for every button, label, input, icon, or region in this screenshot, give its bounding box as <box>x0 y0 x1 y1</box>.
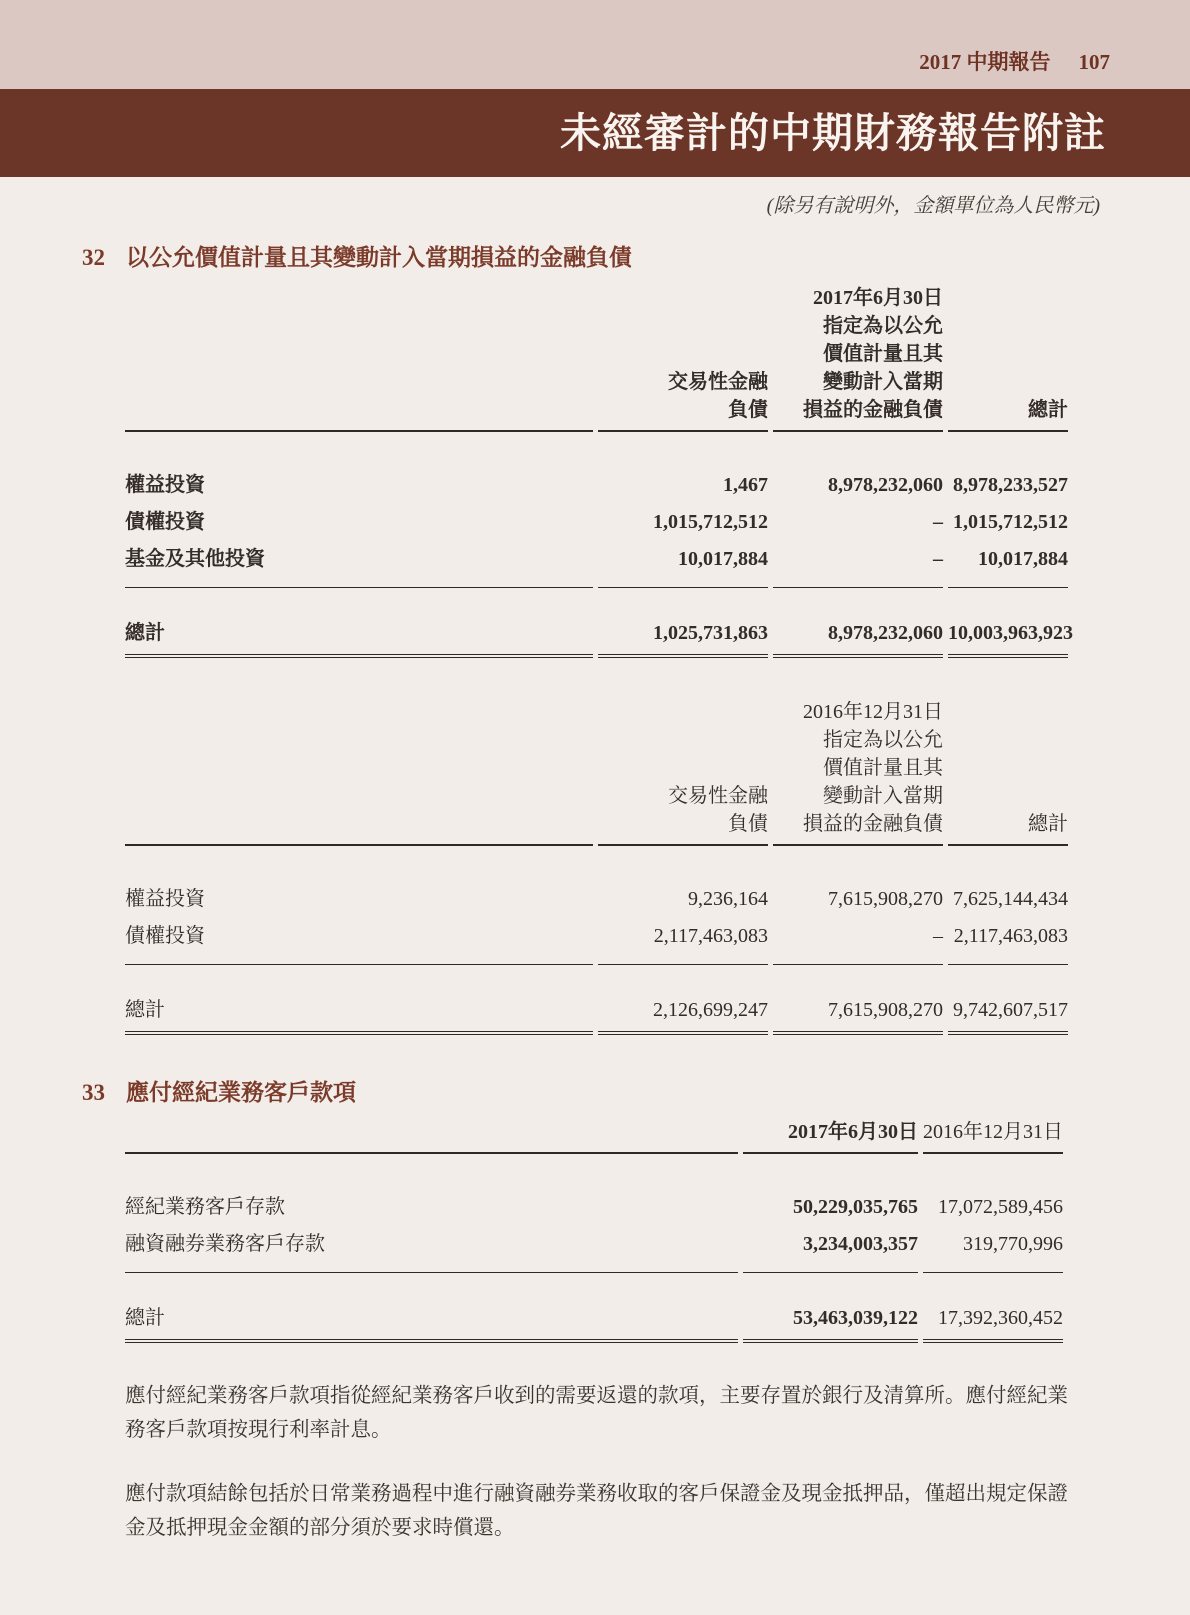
table-row <box>125 501 1068 538</box>
spacer-cell <box>948 754 1068 782</box>
cell-trading: 1,015,712,512 <box>653 510 768 533</box>
document-title: 未經審計的中期財務報告附註 <box>560 109 1106 156</box>
column-header-trading: 負債 <box>598 810 768 846</box>
row-label: 基金及其他投資 <box>125 538 593 588</box>
row-label: 債權投資 <box>125 915 593 965</box>
cell-trading: 1,025,731,863 <box>598 588 768 658</box>
table-row <box>125 538 1068 588</box>
header-line-2 <box>125 312 1068 340</box>
total-label: 總計 <box>125 1273 738 1343</box>
column-header-designated: 變動計入當期 <box>823 784 943 807</box>
cell-total: 10,003,963,923 <box>948 588 1068 658</box>
header-line-3 <box>125 340 1068 368</box>
spacer-cell <box>125 368 593 396</box>
section-32-heading <box>82 244 1190 272</box>
total-label: 總計 <box>125 588 593 658</box>
header-line-1 <box>125 284 1068 312</box>
cell-trading: 10,017,884 <box>598 538 768 588</box>
row-label: 權益投資 <box>125 473 205 496</box>
cell-2016: 319,770,996 <box>923 1223 1063 1273</box>
header-line-4 <box>125 782 1068 810</box>
spacer-cell <box>125 284 593 312</box>
cell-total: 8,978,233,527 <box>953 473 1068 496</box>
fvtpl-table-2017 <box>120 284 1073 658</box>
cell-trading: 2,117,463,083 <box>598 915 768 965</box>
cell-total: 10,017,884 <box>948 538 1068 588</box>
column-date-header: 2017年6月30日 <box>813 286 943 309</box>
cell-total: 1,015,712,512 <box>953 510 1068 533</box>
spacer-cell <box>598 726 768 754</box>
spacer-cell <box>598 698 768 726</box>
spacer-cell <box>125 810 593 846</box>
header-line-4 <box>125 368 1068 396</box>
header-line <box>125 1118 1063 1154</box>
header-line-2 <box>125 726 1068 754</box>
page-number: 107 <box>1078 50 1110 74</box>
column-header-2017: 2017年6月30日 <box>743 1118 918 1154</box>
column-header-trading: 交易性金融 <box>668 784 768 807</box>
header-line-3 <box>125 754 1068 782</box>
cell-designated: – <box>773 915 943 965</box>
spacer-cell <box>125 312 593 340</box>
column-header-designated: 價值計量且其 <box>823 342 943 365</box>
table-row <box>125 1223 1063 1273</box>
note-paragraph-1: 應付經紀業務客戶款項指從經紀業務客戶收到的需要返還的款項，主要存置於銀行及清算所。應付經紀業務客戶款項按現行利率計息。 <box>125 1385 1068 1442</box>
total-row <box>125 588 1068 658</box>
column-header-total: 總計 <box>948 810 1068 846</box>
total-label: 總計 <box>125 965 593 1035</box>
cell-2016: 17,392,360,452 <box>923 1273 1063 1343</box>
row-label: 融資融券業務客戶存款 <box>125 1223 738 1273</box>
column-header-trading: 負債 <box>598 396 768 432</box>
section-33-heading <box>82 1079 1190 1107</box>
spacer-cell <box>125 726 593 754</box>
column-header-total: 總計 <box>948 396 1068 432</box>
section-title: 以公允價值計量且其變動計入當期損益的金融負債 <box>126 245 632 270</box>
spacer-cell <box>125 396 593 432</box>
section-title: 應付經紀業務客戶款項 <box>126 1079 356 1105</box>
cell-trading: 2,126,699,247 <box>598 965 768 1035</box>
cell-trading: 1,467 <box>723 473 768 496</box>
column-header-designated: 損益的金融負債 <box>773 396 943 432</box>
cell-2016: 17,072,589,456 <box>938 1196 1063 1219</box>
spacer-cell <box>598 754 768 782</box>
cell-total: 9,742,607,517 <box>948 965 1068 1035</box>
spacer-cell <box>598 312 768 340</box>
title-banner <box>0 89 1190 177</box>
cell-designated: 7,615,908,270 <box>828 887 943 910</box>
spacer-cell <box>598 284 768 312</box>
row-label: 權益投資 <box>125 887 205 910</box>
cell-designated: 8,978,232,060 <box>773 588 943 658</box>
spacer-cell <box>125 754 593 782</box>
cell-2017: 53,463,039,122 <box>743 1273 918 1343</box>
header-line-1 <box>125 698 1068 726</box>
cell-trading: 9,236,164 <box>688 887 768 910</box>
cell-designated: – <box>933 510 943 533</box>
cell-designated: 7,615,908,270 <box>773 965 943 1035</box>
column-header-designated: 損益的金融負債 <box>773 810 943 846</box>
table-row <box>125 846 1068 915</box>
column-date-header: 2016年12月31日 <box>803 700 943 723</box>
column-header-2016: 2016年12月31日 <box>923 1118 1063 1154</box>
table-row <box>125 1154 1063 1223</box>
row-label: 債權投資 <box>125 510 205 533</box>
spacer-cell <box>948 284 1068 312</box>
section-32-content <box>125 284 1073 1035</box>
section-number: 33 <box>82 1079 105 1105</box>
total-row <box>125 1273 1063 1343</box>
column-header-designated: 指定為以公允 <box>823 728 943 751</box>
spacer-cell <box>948 312 1068 340</box>
spacer-cell <box>125 698 593 726</box>
spacer-cell <box>948 368 1068 396</box>
header-line-5 <box>125 810 1068 846</box>
spacer-cell <box>125 1118 738 1154</box>
table-row <box>125 915 1068 965</box>
spacer-cell <box>125 782 593 810</box>
section-number: 32 <box>82 245 105 270</box>
spacer-cell <box>948 698 1068 726</box>
spacer-cell <box>948 782 1068 810</box>
spacer-cell <box>598 340 768 368</box>
column-header-designated: 指定為以公允 <box>823 314 943 337</box>
row-label: 經紀業務客戶存款 <box>125 1196 285 1219</box>
section-33-content <box>125 1118 1073 1545</box>
page-header-band <box>0 0 1190 89</box>
currency-unit-note: (除另有說明外，金額單位為人民幣元) <box>766 195 1100 217</box>
column-header-designated: 變動計入當期 <box>823 370 943 393</box>
header-line-5 <box>125 396 1068 432</box>
cell-2017: 50,229,035,765 <box>793 1196 918 1219</box>
spacer-cell <box>948 726 1068 754</box>
cell-designated: 8,978,232,060 <box>828 473 943 496</box>
cell-2017: 3,234,003,357 <box>743 1223 918 1273</box>
cell-total: 2,117,463,083 <box>948 915 1068 965</box>
brokerage-payables-table <box>120 1118 1068 1343</box>
column-header-trading: 交易性金融 <box>668 370 768 393</box>
table-row <box>125 432 1068 501</box>
cell-designated: – <box>773 538 943 588</box>
column-header-designated: 價值計量且其 <box>823 756 943 779</box>
note-paragraph-2: 應付款項結餘包括於日常業務過程中進行融資融券業務收取的客戶保證金及現金抵押品，僅超出規定保證金及抵押現金金額的部分須於要求時償還。 <box>125 1483 1068 1540</box>
report-title: 2017 中期報告 <box>919 50 1051 74</box>
fvtpl-table-2016 <box>120 698 1073 1035</box>
cell-total: 7,625,144,434 <box>953 887 1068 910</box>
total-row <box>125 965 1068 1035</box>
spacer-cell <box>948 340 1068 368</box>
spacer-cell <box>125 340 593 368</box>
